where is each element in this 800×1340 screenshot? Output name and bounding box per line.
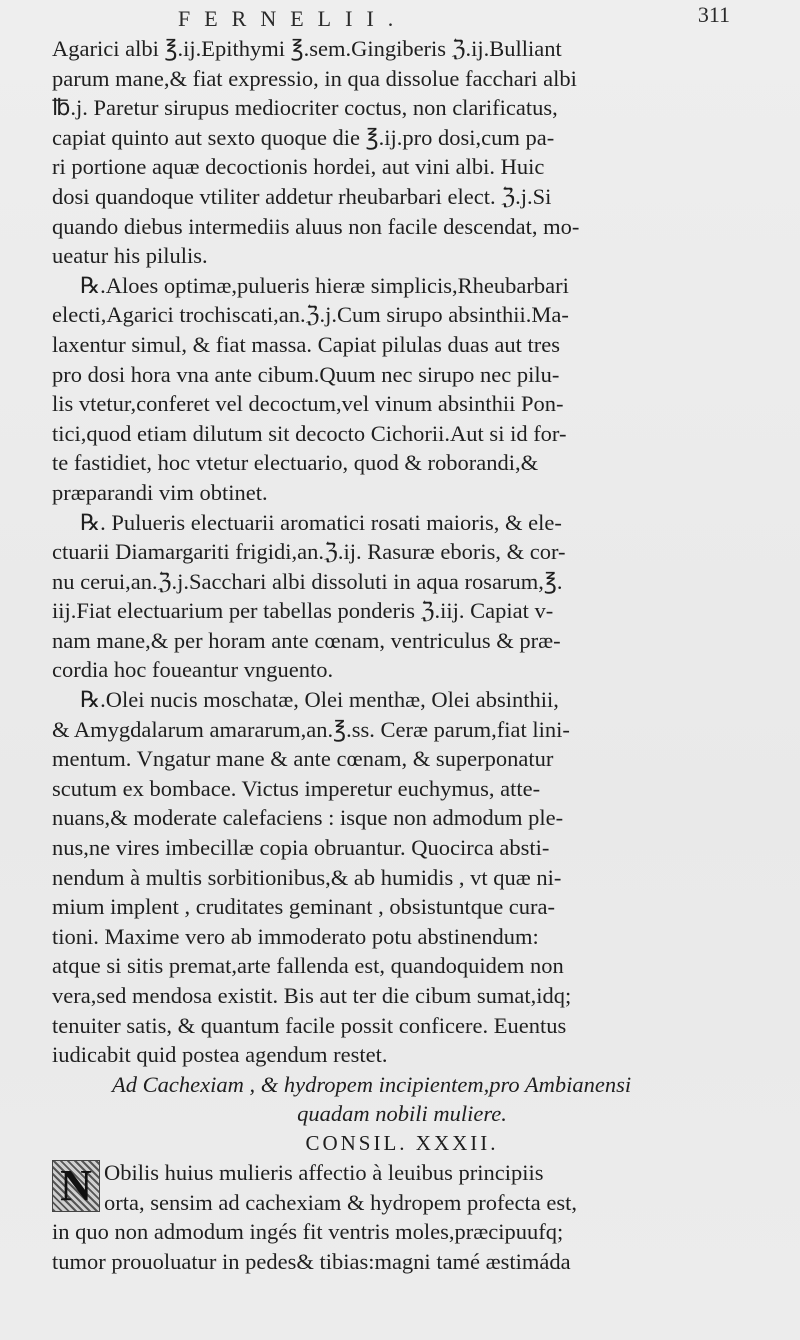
text-line: nus,ne vires imbecillæ copia obruantur. Quocirca absti-	[52, 835, 550, 861]
text-line: nu cerui,an.ℨ.j.Sacchari albi dissoluti in aqua rosarum,℥.	[52, 568, 563, 594]
text-line: parum mane,& fiat expressio, in qua dissolue facchari albi	[52, 65, 577, 91]
recipe-pills	[52, 271, 752, 508]
text-line: quando diebus intermediis aluus non facile descendat, mo-	[52, 213, 580, 239]
text-line: dosi quandoque vtiliter addetur rheubarbari elect. ℨ.j.Si	[52, 183, 552, 209]
text-line: præparandi vim obtinet.	[52, 479, 268, 505]
page-header	[0, 2, 800, 38]
title-line: Ad Cachexiam , & hydropem incipientem,pro Ambianensi	[112, 1071, 632, 1097]
text-line: iudicabit quid postea agendum restet.	[52, 1042, 388, 1068]
text-line: & Amygdalarum amararum,an.℥.ss. Ceræ parum,fiat lini-	[52, 716, 570, 742]
text-line: ctuarii Diamargariti frigidi,an.ℨ.ij. Rasuræ eboris, & cor-	[52, 539, 566, 565]
text-line: tici,quod etiam dilutum sit decocto Cichorii.Aut si id for-	[52, 420, 567, 446]
consilium-heading: CONSIL. XXXII.	[305, 1130, 499, 1155]
text-line: iij.Fiat electuarium per tabellas ponderis ℨ.iij. Capiat v-	[52, 598, 554, 624]
recipe-liniment	[52, 685, 752, 1070]
text-line: atque si sitis premat,arte fallenda est, quandoquidem non	[52, 953, 564, 979]
text-line: ℞. Pulueris electuarii aromatici rosati maioris, & ele-	[80, 509, 562, 535]
text-line: Obilis huius mulieris affectio à leuibus principiis	[104, 1159, 544, 1185]
running-head: FERNELII.	[178, 6, 408, 31]
text-line: ri portione aquæ decoctionis hordei, aut vini albi. Huic	[52, 154, 545, 180]
text-line: ℞.Aloes optimæ,pulueris hieræ simplicis,Rheubarbari	[80, 272, 569, 298]
final-paragraph	[52, 1158, 752, 1276]
text-line: lis vtetur,conferet vel decoctum,vel vinum absinthii Pon-	[52, 391, 564, 417]
body-text	[52, 34, 752, 1276]
recipe-electuary	[52, 508, 752, 686]
text-line: nuans,& moderate calefaciens : isque non admodum ple-	[52, 805, 564, 831]
text-line: tioni. Maxime vero ab immoderato potu abstinendum:	[52, 923, 539, 949]
section-title	[52, 1070, 752, 1129]
text-line: tumor prouoluatur in pedes& tibias:magni tamé æstimáda	[52, 1248, 571, 1274]
text-line: capiat quinto aut sexto quoque die ℥.ij.pro dosi,cum pa-	[52, 124, 555, 150]
text-line: nam mane,& per horam ante cœnam, ventriculus & præ-	[52, 627, 561, 653]
text-line: scutum ex bombace. Victus imperetur euchymus, atte-	[52, 775, 541, 801]
text-line: ℞.Olei nucis moschatæ, Olei menthæ, Olei absinthii,	[80, 687, 559, 713]
dropcap-letter: N	[52, 1160, 100, 1212]
title-line: quadam nobili muliere.	[297, 1101, 507, 1127]
text-line: orta, sensim ad cachexiam & hydropem profecta est,	[104, 1189, 577, 1215]
text-line: in quo non admodum ingés fit ventris moles,præcipuufq;	[52, 1219, 564, 1245]
text-line: mentum. Vngatur mane & ante cœnam, & superponatur	[52, 746, 554, 772]
text-line: pro dosi hora vna ante cibum.Quum nec sirupo nec pilu-	[52, 361, 560, 387]
text-line: vera,sed mendosa existit. Bis aut ter die cibum sumat,idq;	[52, 983, 572, 1008]
page-number: 311	[697, 2, 730, 27]
text-line: tenuiter satis, & quantum facile possit conficere. Euentus	[52, 1012, 567, 1038]
text-line: electi,Agarici trochiscati,an.ℨ.j.Cum sirupo absinthii.Ma-	[52, 302, 569, 328]
text-line: ueatur his pilulis.	[52, 243, 208, 269]
text-line: mium implent , cruditates geminant , obsistuntque cura-	[52, 894, 556, 920]
text-line: nendum à multis sorbitionibus,& ab humidis , vt quæ ni-	[52, 864, 562, 890]
text-line: ℔.j. Paretur sirupus mediocriter coctus, non clarificatus,	[52, 95, 558, 121]
text-line: cordia hoc foueantur vnguento.	[52, 657, 334, 683]
paragraph-1	[52, 34, 752, 271]
text-line: Agarici albi ℥.ij.Epithymi ℥.sem.Gingiberis ℨ.ij.Bulliant	[52, 36, 562, 61]
text-line: te fastidiet, hoc vtetur electuario, quod & roborandi,&	[52, 450, 539, 476]
text-line: laxentur simul, & fiat massa. Capiat pilulas duas aut tres	[52, 331, 561, 357]
